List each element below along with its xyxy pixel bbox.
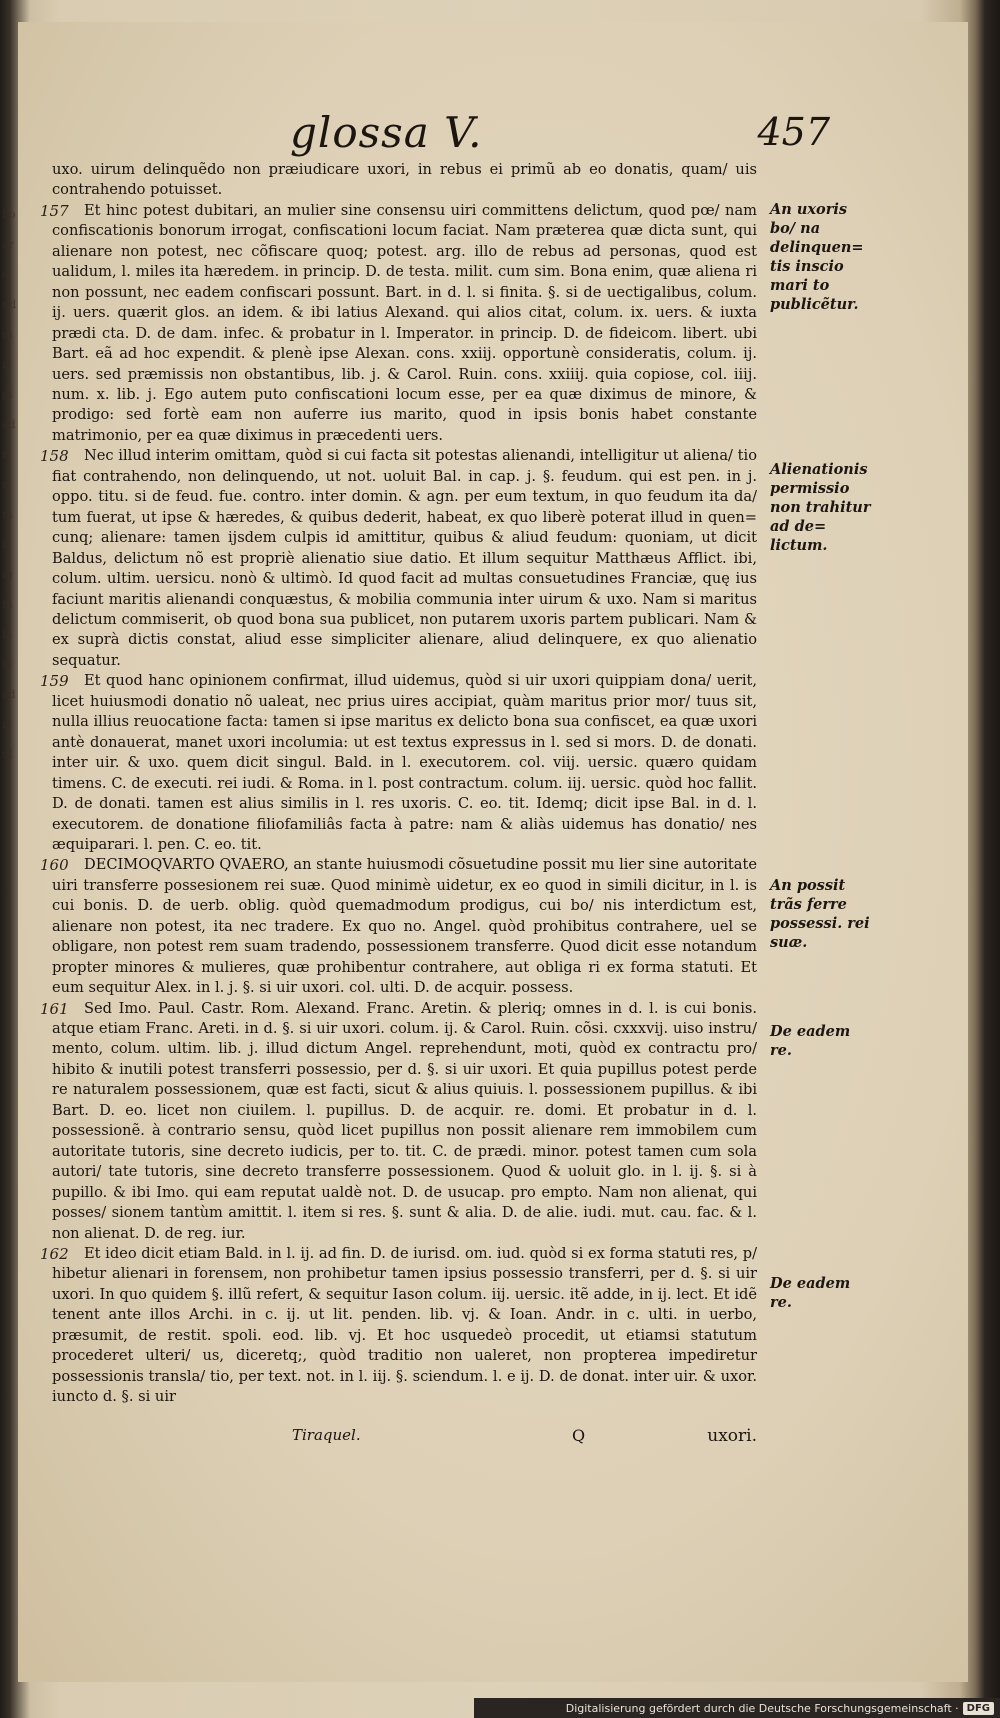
running-head: glossa V. (290, 108, 483, 157)
folio-number: 457 (757, 110, 830, 154)
digitization-text: Digitalisierung gefördert durch die Deutsche Forschungsgemeinschaft · (565, 1701, 959, 1715)
paragraph-text: uxo. uirum delinquẽdo non præiudicare uxori, in rebus ei primũ ab eo donatis, quam/ uis contrahendo potuisset. (52, 161, 757, 199)
page-header (270, 108, 830, 168)
margin-note: De eadem re. (770, 1023, 851, 1059)
margin-note: An uxoris bo/ na delinquen= tis inscio mari to publicẽtur. (770, 201, 864, 313)
digitization-notice (474, 1698, 1000, 1718)
main-text-block (40, 160, 757, 1408)
margin-note: De eadem re. (770, 1275, 851, 1311)
paragraph-number: 161 (40, 999, 69, 1018)
paragraph-number: 158 (40, 447, 69, 466)
paragraph-157 (40, 201, 757, 446)
margin-note: Alienationis permissio non trahitur ad de= lictum. (770, 461, 871, 554)
paragraph-text: Et quod hanc opinionem confirmat, illud uidemus, quòd si uir uxori quippiam dona/ uerit, licet huiusmodi donatio nõ ualeat, nec prius uires accipiat, quàm maritus prior mor/ tuus sit, nulla illius reuocatione facta: tamen si ipse maritus ex delicto bona sua confiscet, ea quæ uxori antè donauerat, manet uxori incolumia: ut est textus expressus in l. sed si mors. D. de donati. inter uir. & uxo. quem dicit singul. Bald. in l. executorem. col. viij. uersic. quæro quidam timens. C. de executi. rei iudi. & Roma. in l. post contractum. colum. iij. uersic. quòd hoc fallit. D. de donati. tamen est alius similis in l. res uxoris. C. eo. tit. Idemq; dicit ipse Bal. in d. l. executorem. de donatione filiofamiliâs facta à patre: nam & aliàs uidemus has donatio/ nes æquiparari. l. pen. C. eo. tit. (52, 672, 757, 853)
dfg-logo: DFG (963, 1702, 994, 1715)
paragraph-158 (40, 446, 757, 671)
paragraph-162 (40, 1244, 757, 1408)
paragraph-text: Et hinc potest dubitari, an mulier sine consensu uiri committens delictum, quod pœ/ nam confiscationis bonorum irrogat, confiscationi locum faciat. Nam præterea quæ dicta sunt, qui alienare non potest, nec cõfiscare quoq; potest. arg. illo de rebus ad personas, quod est ualidum, l. miles ita hæredem. in princip. D. de testa. milit. cum sim. Bona enim, quæ aliena ri non possunt, nec eadem confiscari possunt. Bart. in d. l. si finita. §. si de uectigalibus, colum. ij. uers. quærit glos. an idem. & ibi latius Alexand. qui alios citat, colum. ix. uers. & iuxta prædi cta. D. de dam. infec. & probatur in l. Imperator. in princip. D. de fideicom. libert. ubi Bart. eã ad hoc expendit. & plenè ipse Alexan. cons. xxiij. opportunè consideratis, colum. ij. uers. sed præmissis non obstantibus, lib. j. & Carol. Ruin. cons. xxiiij. quia copiose, col. iiij. num. x. lib. j. Ego autem puto confiscationi locum esse, per ea quæ diximus de minore, & prodigo: sed fortè eam non auferre ius marito, quod in ipsis bonis habet constante matrimonio, per ea quæ diximus in præcedenti uers. (52, 201, 757, 444)
page-footer (52, 1426, 757, 1456)
paragraph-161 (40, 999, 757, 1244)
paragraph-text: DECIMOQVARTO QVAERO, an stante huiusmodi cõsuetudine possit mu lier sine autoritate uiri transferre possesionem rei suæ. Quod minimè uidetur, ex eo quod in simili dicitur, in l. is cui bonis. D. de uerb. oblig. quòd quemadmodum prodigus, cui bo/ nis interdictum est, alienare non potest, ita nec tradere. Ex quo no. Angel. quòd prohibitus contrahere, uel se obligare, non potest rem suam tradendo, possessionem transferre. Quod dicit esse notandum propter minores & mulieres, quæ prohibentur contrahere, aut obliga ri ex forma statuti. Et eum sequitur Alex. in l. j. §. si uir uxori. col. ulti. D. de acquir. possess. (52, 856, 757, 997)
paragraph-160 (40, 855, 757, 998)
paragraph-number: 160 (40, 856, 69, 875)
paragraph-continuation (52, 160, 757, 201)
margin-note: An possit trãs ferre possessi. rei suæ. (770, 877, 870, 951)
paragraph-number: 162 (40, 1245, 69, 1264)
catchword: uxori. (707, 1426, 757, 1446)
paragraph-text: Nec illud interim omittam, quòd si cui facta sit potestas alienandi, intelligitur ut aliena/ tio fiat contrahendo, non delinquendo, ut not. uoluit Bal. in cap. j. §. feudum. qui est pen. in j. oppo. titu. si de feud. fue. contro. inter domin. & agn. per eum textum, in quo feudum ita da/ tum fuerat, ut ipse & hæredes, & quibus dederit, habeat, ex quo liberè poterat illud in quen= cunq; alienare: tamen ijsdem culpis id amittitur, quibus & aliud feudum: quoniam, ut dicit Baldus, delictum nõ est propriè alienatio siue datio. Et illum sequitur Matthæus Afflict. ibi, colum. ultim. uersicu. nonò & ultimò. Id quod facit ad multas consuetudines Franciæ, quę ius faciunt maritis alienandi conquæstus, & mobilia communia inter uirum & uxo. Nam si maritus delictum commiserit, ob quod bona sua publicet, non putarem uxoris partem publicari. Nam & ex suprà dictis constat, aliud esse simpliciter alienare, aliud delinquere, ex quo alienatio sequatur. (52, 447, 757, 669)
paragraph-159 (40, 671, 757, 855)
paragraph-text: Sed Imo. Paul. Castr. Rom. Alexand. Franc. Aretin. & pleriq; omnes in d. l. is cui bonis. atque etiam Franc. Areti. in d. §. si uir uxori. colum. ij. & Carol. Ruin. cõsi. cxxxvij. uiso instru/ mento, colum. ultim. lib. j. illud dictum Angel. reprehendunt, moti, quòd ex contractu pro/ hibito & inutili potest transferri possessio, per d. §. si uir uxori. Et quia pupillus potest perde re naturalem possessionem, quæ est facti, sicut & alius quiuis. l. possessionem pupillus. & ibi Bart. D. eo. licet non ciuilem. l. pupillus. D. de acquir. re. domi. Et probatur in d. l. possessionẽ. à contrario sensu, quòd licet pupillus non possit alienare rem immobilem cum autoritate tutoris, sine decreto iudicis, per to. tit. C. de prædi. minor. potest tamen cum sola autori/ tate tutoris, sine decreto transferre possessionem. Quod & uoluit glo. in l. ij. §. si à pupillo. & ibi Imo. qui eam reputat ualdè not. D. de usucap. pro empto. Nam non alienat, qui posses/ sionem tantùm amittit. l. item si res. §. sunt & alia. D. de alie. iudi. mut. cau. fac. & l. non alienat. D. de reg. iur. (52, 999, 757, 1242)
paragraph-number: 159 (40, 672, 69, 691)
paragraph-number: 157 (40, 201, 69, 220)
paragraph-text: Et ideo dicit etiam Bald. in l. ij. ad fin. D. de iurisd. om. iud. quòd si ex forma statuti res, p/ hibetur alienari in forensem, non prohibetur tamen ipsius possessio transferri, per d. §. si uir uxori. In quo quidem §. illũ refert, & sequitur Iason colum. iij. uersic. itẽ adde, in ij. lect. Et idẽ tenent ante illos Archi. in c. ij. ut lit. penden. lib. vj. & Ioan. Andr. in c. ulti. in uerbo, præsumit, de restit. spoli. eod. lib. vj. Et hoc usquedeò procedit, ut etiamsi statutum procederet ulteri/ us, diceretq;, quòd traditio non ualeret, non propterea impediretur possessionis transla/ tio, per text. not. in l. iij. §. sciendum. l. e ij. D. de donat. inter uir. & uxor. iuncto d. §. si uir (52, 1245, 757, 1406)
signature-mark: Q (572, 1426, 586, 1445)
signature-name: Tiraquel. (292, 1426, 361, 1444)
gutter-fragments: bo ar d nd ui ri gi ad ri s, m E ig hi la ts ad ri ul (2, 208, 17, 761)
